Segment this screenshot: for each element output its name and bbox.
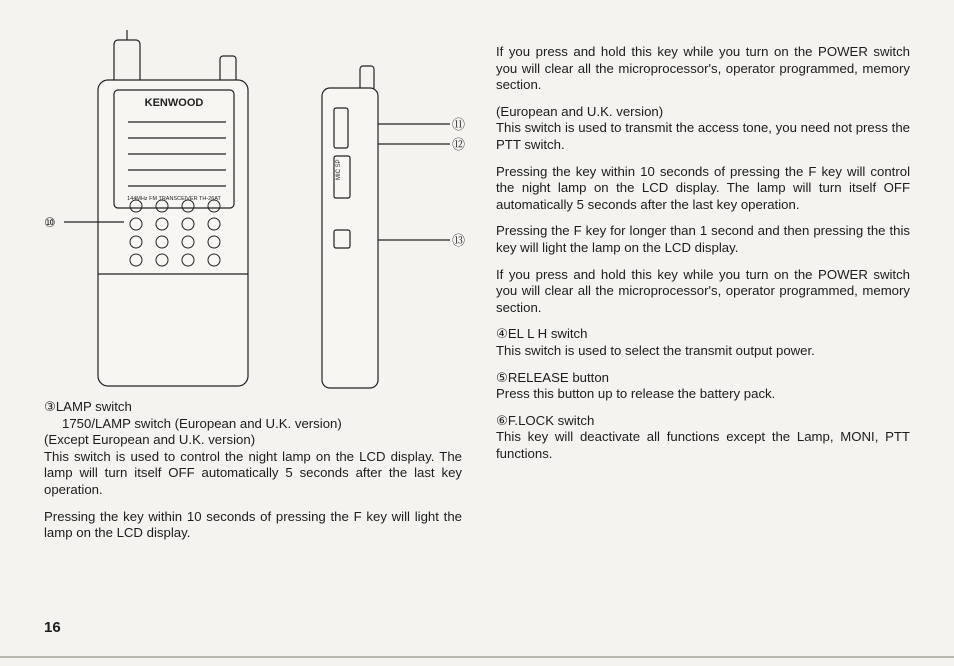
page-number: 16 <box>44 619 61 636</box>
lamp-switch-title: ③LAMP switch <box>44 399 132 414</box>
paragraph-night-lamp: Pressing the key within 10 seconds of pressing the F key will control the night lamp on the LCD display. The lamp will turn itself OFF automatically 5 seconds after the last key operation. <box>496 163 910 212</box>
model-line: 144MHz FM TRANSCEIVER TH-26AT <box>127 196 221 202</box>
bottom-rule <box>0 656 954 658</box>
paragraph-lamp-hold: Pressing the F key for longer than 1 second and then pressing the this key will light the lamp on the LCD display. <box>496 223 910 255</box>
paragraph-access-tone: This switch is used to transmit the access tone, you need not press the PTT switch. <box>496 120 910 152</box>
radio-illustration <box>40 30 480 400</box>
paragraph-power-clear: If you press and hold this key while you turn on the POWER switch you will clear all the microprocessor's, operator programmed, memory section. <box>496 44 910 93</box>
paragraph-power-clear-2: If you press and hold this key while you turn on the POWER switch you will clear all the microprocessor's, operator programmed, memory section. <box>496 266 910 315</box>
left-column <box>44 399 462 552</box>
lamp-switch-body: This switch is used to control the night lamp on the LCD display. The lamp will turn itself OFF automatically 5 seconds after the last key operation. <box>44 448 462 497</box>
brand-logo: KENWOOD <box>144 97 204 109</box>
callout-13: ⑬ <box>452 234 466 249</box>
lamp-switch-exception: (Except European and U.K. version) <box>44 432 256 448</box>
lamp-switch-body-2: Pressing the key within 10 seconds of pressing the F key will light the lamp on the LCD display. <box>44 508 462 541</box>
callout-10: ⑩ <box>44 216 56 231</box>
flock-switch-title: ⑥F.LOCK switch <box>496 412 595 428</box>
release-button-body: Press this button up to release the battery pack. <box>496 386 776 402</box>
release-button-title: ⑤RELEASE button <box>496 369 609 385</box>
right-column <box>496 44 910 472</box>
version-heading: (European and U.K. version) <box>496 103 664 119</box>
el-switch-body: This switch is used to select the transmit output power. <box>496 342 815 358</box>
callout-11: ⑪ <box>452 118 466 133</box>
lamp-switch-subtitle: 1750/LAMP switch (European and U.K. version) <box>62 415 342 431</box>
side-label: MIC SP <box>336 159 342 180</box>
el-switch-title: ④EL L H switch <box>496 326 588 342</box>
callout-12: ⑫ <box>452 138 466 153</box>
flock-switch-body: This key will deactivate all functions except the Lamp, MONI, PTT functions. <box>496 429 910 461</box>
